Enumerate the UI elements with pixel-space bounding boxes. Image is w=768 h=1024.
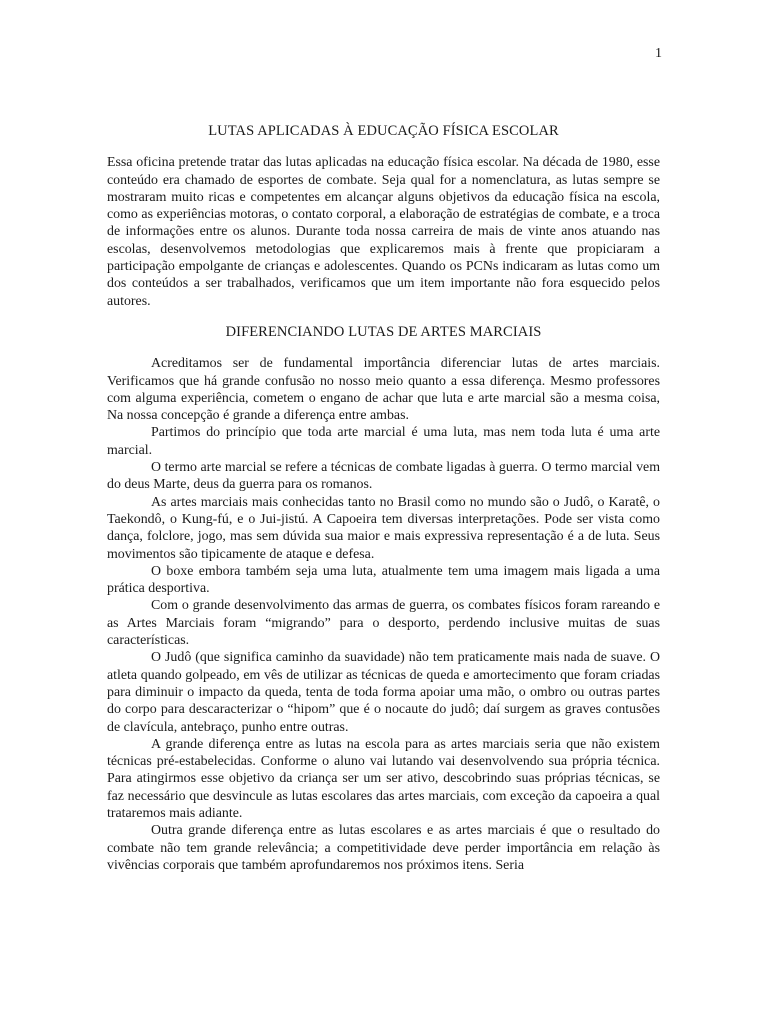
document-title: LUTAS APLICADAS À EDUCAÇÃO FÍSICA ESCOLAR (208, 123, 559, 139)
page-number: 1 (655, 46, 662, 61)
body-paragraph: Partimos do princípio que toda arte marcial é uma luta, mas nem toda luta é uma arte marcial. (107, 425, 660, 458)
body-paragraph: O termo arte marcial se refere a técnicas de combate ligadas à guerra. O termo marcial vem do deus Marte, deus da guerra para os romanos. (107, 460, 660, 493)
body-paragraph: O Judô (que significa caminho da suavidade) não tem praticamente mais nada de suave. O atleta quando golpeado, em vês de utilizar as técnicas de queda e amortecimento que foram criadas para diminuir o impacto da queda, tenta de toda forma apoiar uma mão, o ombro ou outras partes do corpo para descaracterizar o “hipom” que é o nocaute do judô; daí surgem as graves contusões de clavícula, antebraço, punho entre outras. (107, 650, 660, 735)
section-title: DIFERENCIANDO LUTAS DE ARTES MARCIAIS (225, 323, 542, 340)
body-paragraph: O boxe embora também seja uma luta, atualmente tem uma imagem mais ligada a uma prática desportiva. (107, 563, 660, 597)
body-paragraph: Outra grande diferença entre as lutas escolares e as artes marciais é que o resultado do combate não tem grande relevância; a competitividade deve perder importância em relação às vivências corporais que também aprofundaremos nos próximos itens. Seria (107, 823, 660, 873)
body-paragraph: A grande diferença entre as lutas na escola para as artes marciais seria que não existem técnicas pré-estabelecidas. Conforme o aluno vai lutando vai desenvolvendo sua própria técnica. Para atingirmos esse objetivo da criança ser um ser ativo, descobrindo suas próprias técnicas, se faz necessário que desvincule as lutas escolares das artes marciais, com exceção da capoeira a qual trataremos mais adiante. (107, 736, 660, 821)
document-body (107, 123, 660, 874)
body-paragraph: As artes marciais mais conhecidas tanto no Brasil como no mundo são o Judô, o Karatê, o Taekondô, o Kung-fú, e o Jui-jistú. A Capoeira tem diversas interpretações. Pode ser vista como dança, folclore, jogo, mas sem dúvida sua maior e mais expressiva representação é a de luta. Seus movimentos são tipicamente de ataque e defesa. (107, 494, 660, 562)
intro-paragraph: Essa oficina pretende tratar das lutas aplicadas na educação física escolar. Na década de 1980, esse conteúdo era chamado de esportes de combate. Seja qual for a nomenclatura, as lutas sempre se mostraram muito ricas e competentes em alcançar alguns objetivos da educação física na escola, como as experiências motoras, o contato corporal, a elaboração de estratégias de combate, e a troca de informações entre os alunos. Durante toda nossa carreira de mais de vinte anos atuando nas escolas, desenvolvemos metodologias que explicaremos mais à frente que propiciaram a participação empolgante de crianças e adolescentes. Quando os PCNs indicaram as lutas como um dos conteúdos a ser trabalhados, verificamos que um item importante não fora esquecido pelos autores. (107, 155, 660, 309)
body-paragraph: Com o grande desenvolvimento das armas de guerra, os combates físicos foram rareando e as Artes Marciais foram “migrando” para o desporto, perdendo inclusive muitas de suas características. (107, 598, 660, 649)
body-paragraph: Acreditamos ser de fundamental importância diferenciar lutas de artes marciais. Verificamos que há grande confusão no nosso meio quanto a essa diferença. Mesmo professores com alguma experiência, cometem o engano de achar que luta e arte marcial são a mesma coisa, Na nossa concepção é grande a diferença entre ambas. (107, 356, 660, 424)
